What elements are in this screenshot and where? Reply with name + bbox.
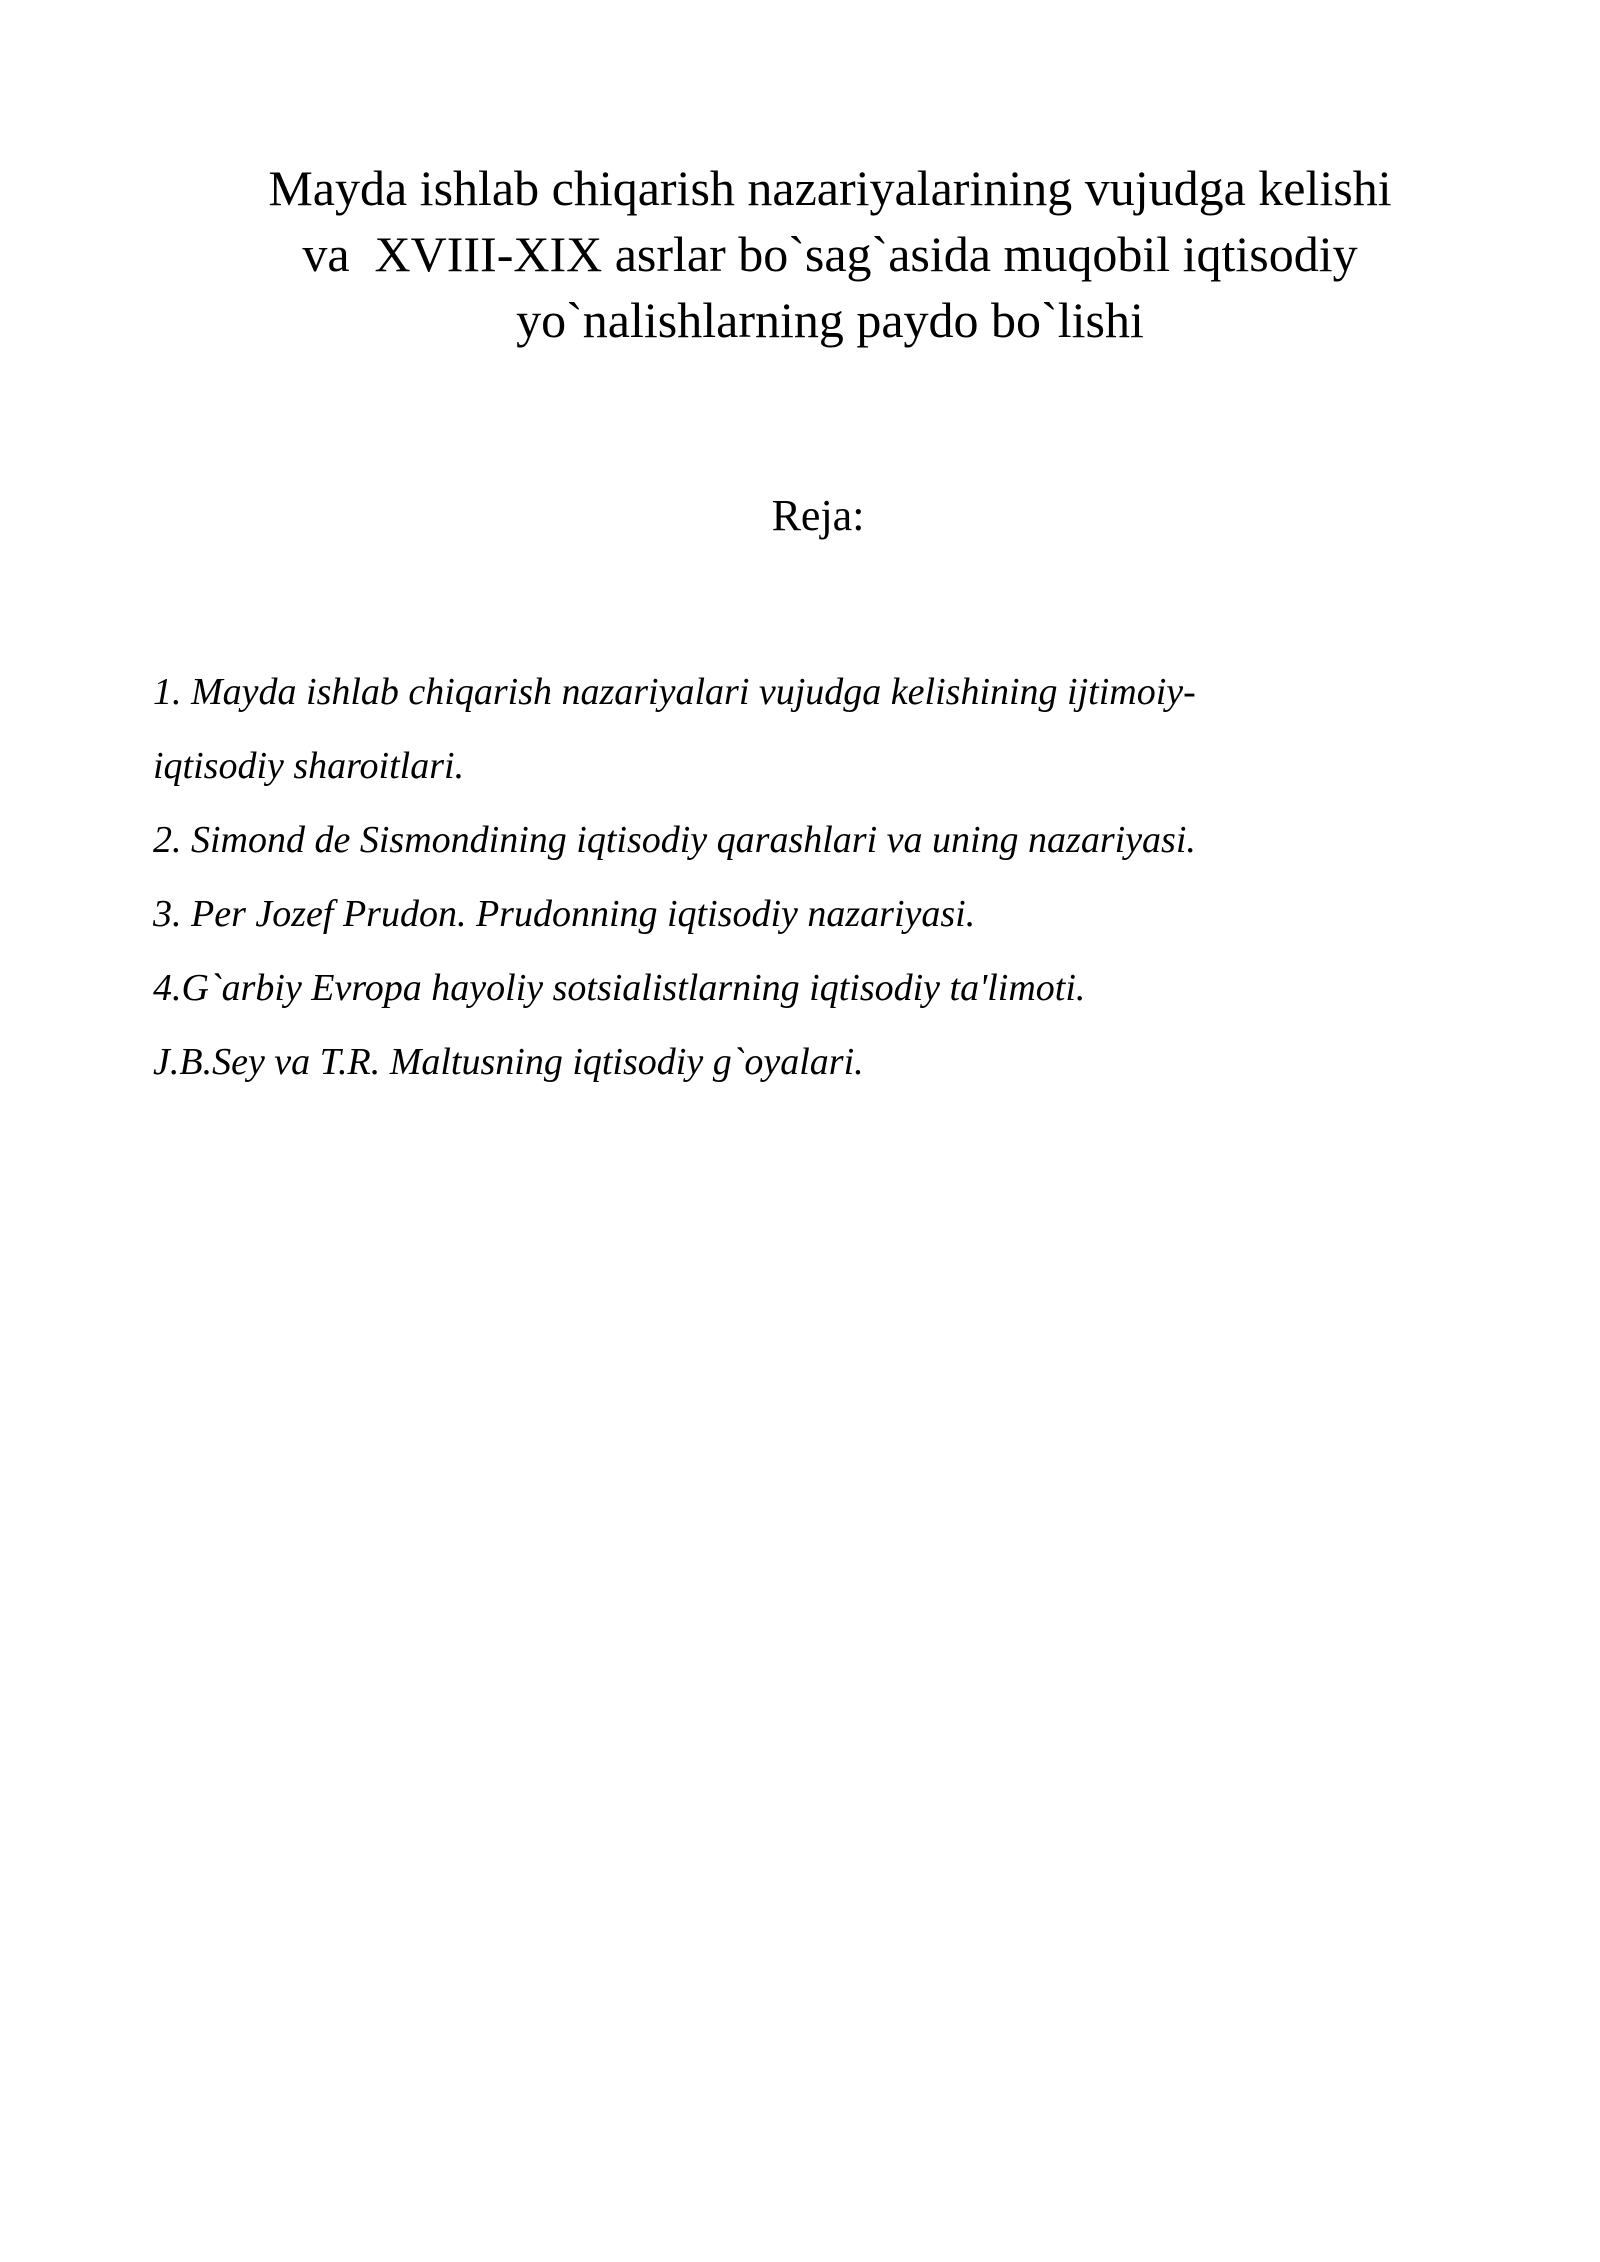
plan-item: 4.G`arbiy Evropa hayoliy sotsialistlarning iqtisodiy ta'limoti. (153, 967, 1086, 1009)
plan-list (153, 655, 1403, 1099)
document-title (140, 155, 1520, 353)
title-line: yo`nalishlarning paydo bo`lishi (516, 292, 1144, 348)
plan-item: 3. Per Jozef Prudon. Prudonning iqtisodiy nazariyasi. (153, 893, 976, 935)
plan-item: iqtisodiy sharoitlari. (153, 745, 465, 787)
title-line: Mayda ishlab chiqarish nazariyalarining vujudga kelishi (268, 160, 1392, 216)
plan-item: 1. Mayda ishlab chiqarish nazariyalari vujudga kelishining ijtimoiy- (153, 671, 1196, 713)
plan-item: J.B.Sey va T.R. Maltusning iqtisodiy g`oyalari. (153, 1041, 864, 1083)
title-line: va XVIII-XIX asrlar bo`sag`asida muqobil iqtisodiy (302, 226, 1358, 282)
plan-item: 2. Simond de Sismondining iqtisodiy qarashlari va uning nazariyasi. (153, 819, 1196, 861)
plan-heading: Reja: (771, 491, 865, 540)
